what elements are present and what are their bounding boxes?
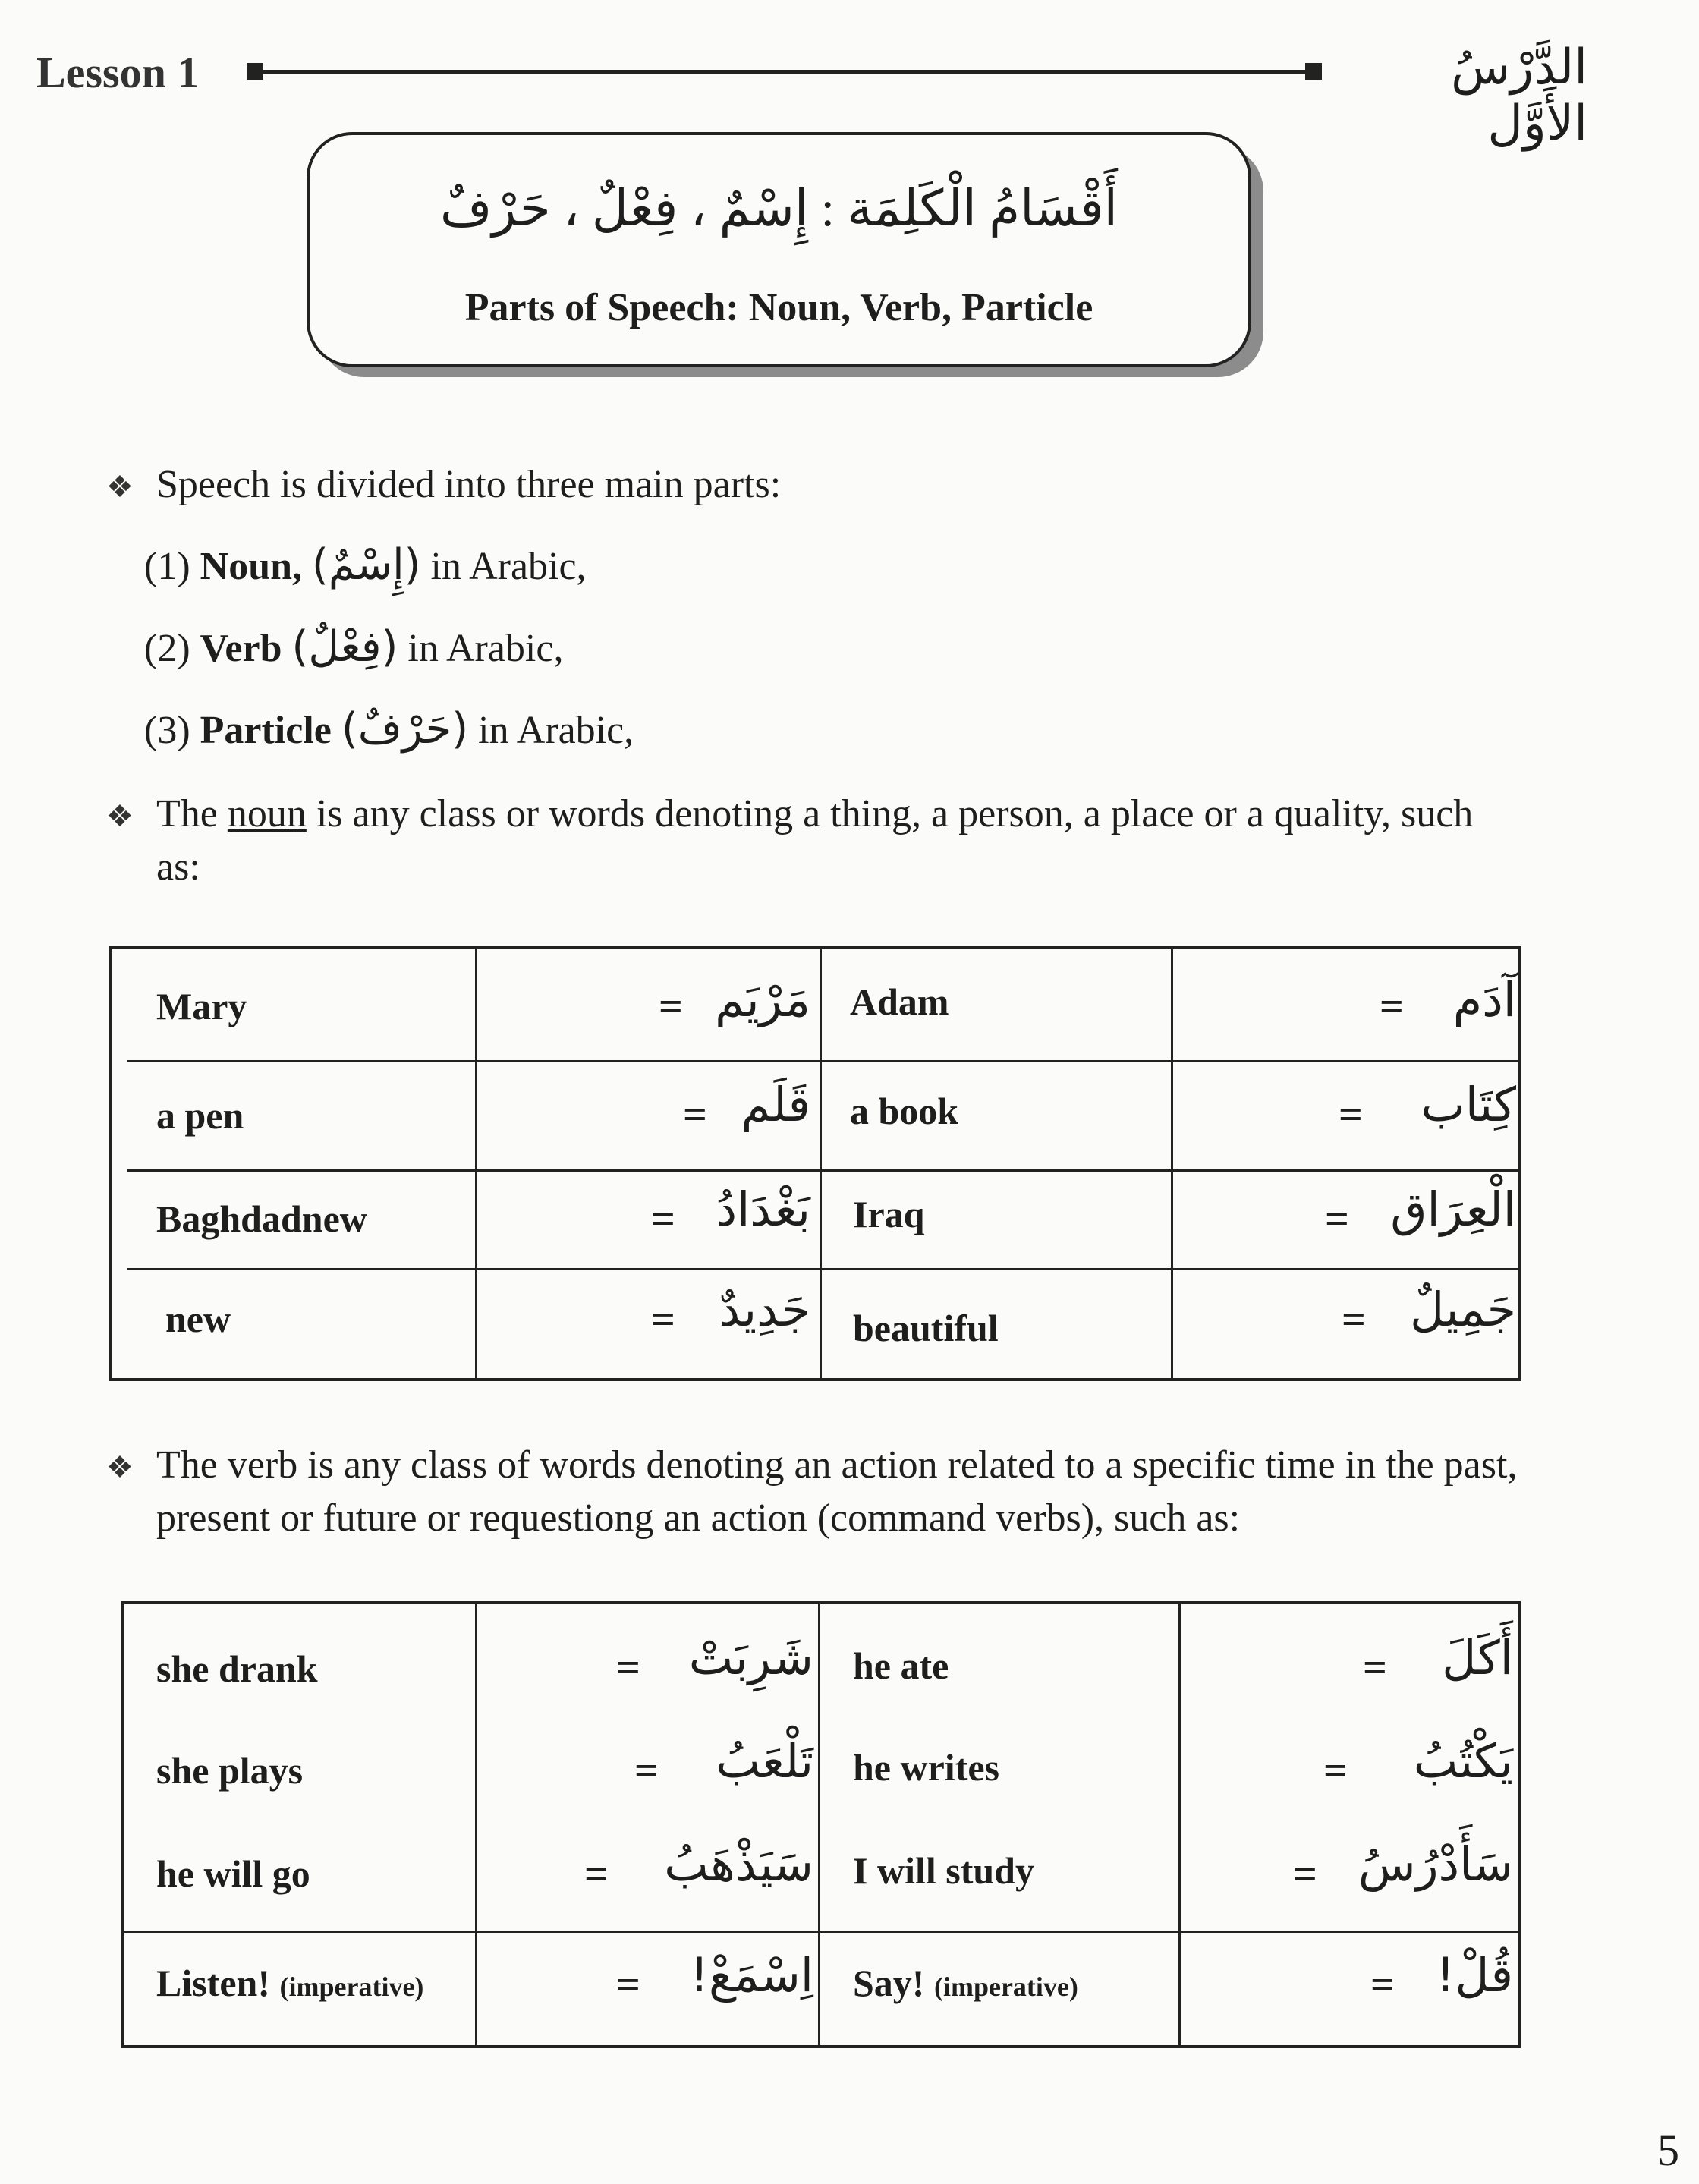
item-number: (3) [144,709,190,752]
intro-text: Speech is divided into three main parts: [156,463,782,506]
table-cell-ar: مَرْيَم [715,972,810,1027]
equals-sign: = [616,1644,640,1691]
table-cell-ar: سَأَدْرُسُ [1358,1836,1513,1892]
verb-paragraph: The verb is any class of words denoting an action related to a specific time in the past, present or future or requestiong an action (command verbs), such as: [156,1443,1518,1540]
table-cell-en [156,1961,423,2005]
verb-table [121,1601,1521,2048]
page-number: 5 [1657,2126,1679,2175]
table-divider [818,1604,820,2046]
header-rule [254,70,1313,74]
item-arabic: (إِسْمٌ) [312,540,421,590]
table-cell-en: a book [850,1090,959,1132]
table-divider [475,1604,477,2046]
equals-sign: = [616,1962,640,2009]
table-cell-en: Iraq [853,1193,925,1235]
table-cell-ar: قُلْ! [1436,1947,1513,2003]
table-cell-ar: كِتَاب [1421,1077,1516,1132]
table-cell-ar: شَرِبَتْ [688,1630,813,1685]
table-cell-ar: اِسْمَعْ! [690,1947,813,2003]
table-cell-ar: سَيَذْهَبُ [664,1836,813,1892]
equals-sign: = [1342,1296,1366,1343]
table-cell-en [853,1961,1078,2005]
table-cell-en: he will go [156,1852,310,1895]
table-cell-ar: يَكْتُبُ [1413,1733,1513,1789]
lesson-title-arabic: الدَّرْسُ الأَوَّل [1451,39,1587,152]
title-arabic: أَقْسَامُ الْكَلِمَة : إِسْمٌ ، فِعْلٌ ، حَرْفٌ [439,181,1119,237]
list-item-verb [144,622,563,672]
noun-para-underlined: noun [227,792,307,836]
rule-square-right [1305,63,1322,80]
equals-sign: = [1323,1748,1348,1795]
table-cell-ar: أَكَلَ [1442,1630,1513,1685]
table-cell-en: she plays [156,1749,304,1792]
bullet-icon: ❖ [106,470,134,504]
equals-sign: = [1370,1962,1395,2009]
equals-sign: = [651,1196,675,1243]
table-divider [1171,949,1173,1379]
table-cell-en: I will study [853,1849,1034,1892]
table-cell-ar: جَدِيدٌ [719,1282,810,1337]
noun-paragraph [156,788,1522,894]
table-cell-en: Adam [850,980,949,1023]
item-arabic: (فِعْلٌ) [291,622,398,672]
equals-sign: = [1339,1091,1363,1138]
item-suffix: in Arabic, [478,709,634,752]
equals-sign: = [1363,1644,1387,1691]
item-number: (1) [144,545,190,588]
table-cell-en: a pen [156,1094,244,1137]
list-item-particle [144,704,634,754]
equals-sign: = [651,1296,675,1343]
equals-sign: = [659,983,683,1031]
table-cell-ar: آدَم [1452,972,1516,1027]
equals-sign: = [1380,983,1404,1031]
bullet-icon: ❖ [106,799,134,833]
equals-sign: = [1325,1196,1349,1243]
equals-sign: = [584,1851,609,1898]
item-term: Noun, [200,545,303,588]
bullet-icon: ❖ [106,1450,134,1484]
table-divider [124,1931,1518,1933]
item-number: (2) [144,627,190,670]
noun-table [109,946,1521,1381]
imperative-note: (imperative) [279,1972,424,2002]
imperative-word: Listen! [156,1962,270,2004]
equals-sign: = [683,1091,707,1138]
item-suffix: in Arabic, [430,545,587,588]
item-term: Particle [200,709,332,752]
lesson-label: Lesson 1 [36,48,200,97]
table-divider [127,1060,1521,1062]
noun-para-post: is any class or words denoting a thing, a person, a place or a quality, such as: [156,792,1474,889]
list-item-noun [144,540,587,590]
noun-para-pre: The [156,792,228,836]
item-term: Verb [200,627,282,670]
table-divider [1178,1604,1181,2046]
table-divider [820,949,822,1379]
table-cell-en: Baghdadnew [156,1197,367,1240]
table-cell-ar: تَلْعَبُ [716,1733,813,1789]
equals-sign: = [1293,1851,1317,1898]
table-cell-ar: الْعِرَاق [1390,1182,1516,1237]
table-cell-ar: بَغْدَادُ [716,1182,810,1237]
equals-sign: = [634,1748,659,1795]
table-cell-ar: قَلَم [741,1077,810,1132]
item-suffix: in Arabic, [407,627,564,670]
imperative-word: Say! [853,1962,925,2004]
table-divider [475,949,477,1379]
table-cell-ar: جَمِيلٌ [1410,1282,1516,1337]
table-divider [127,1268,1521,1270]
title-box [307,132,1251,367]
table-cell-en: beautiful [853,1307,999,1349]
imperative-note: (imperative) [933,1972,1078,2002]
table-cell-en: he ate [853,1644,949,1687]
item-arabic: (حَرْفٌ) [341,704,469,754]
table-cell-en: she drank [156,1647,318,1690]
table-cell-en: new [165,1298,231,1340]
table-cell-en: he writes [853,1746,999,1789]
table-cell-en: Mary [156,985,247,1027]
table-divider [127,1169,1521,1172]
title-english: Parts of Speech: Noun, Verb, Particle [464,286,1093,329]
